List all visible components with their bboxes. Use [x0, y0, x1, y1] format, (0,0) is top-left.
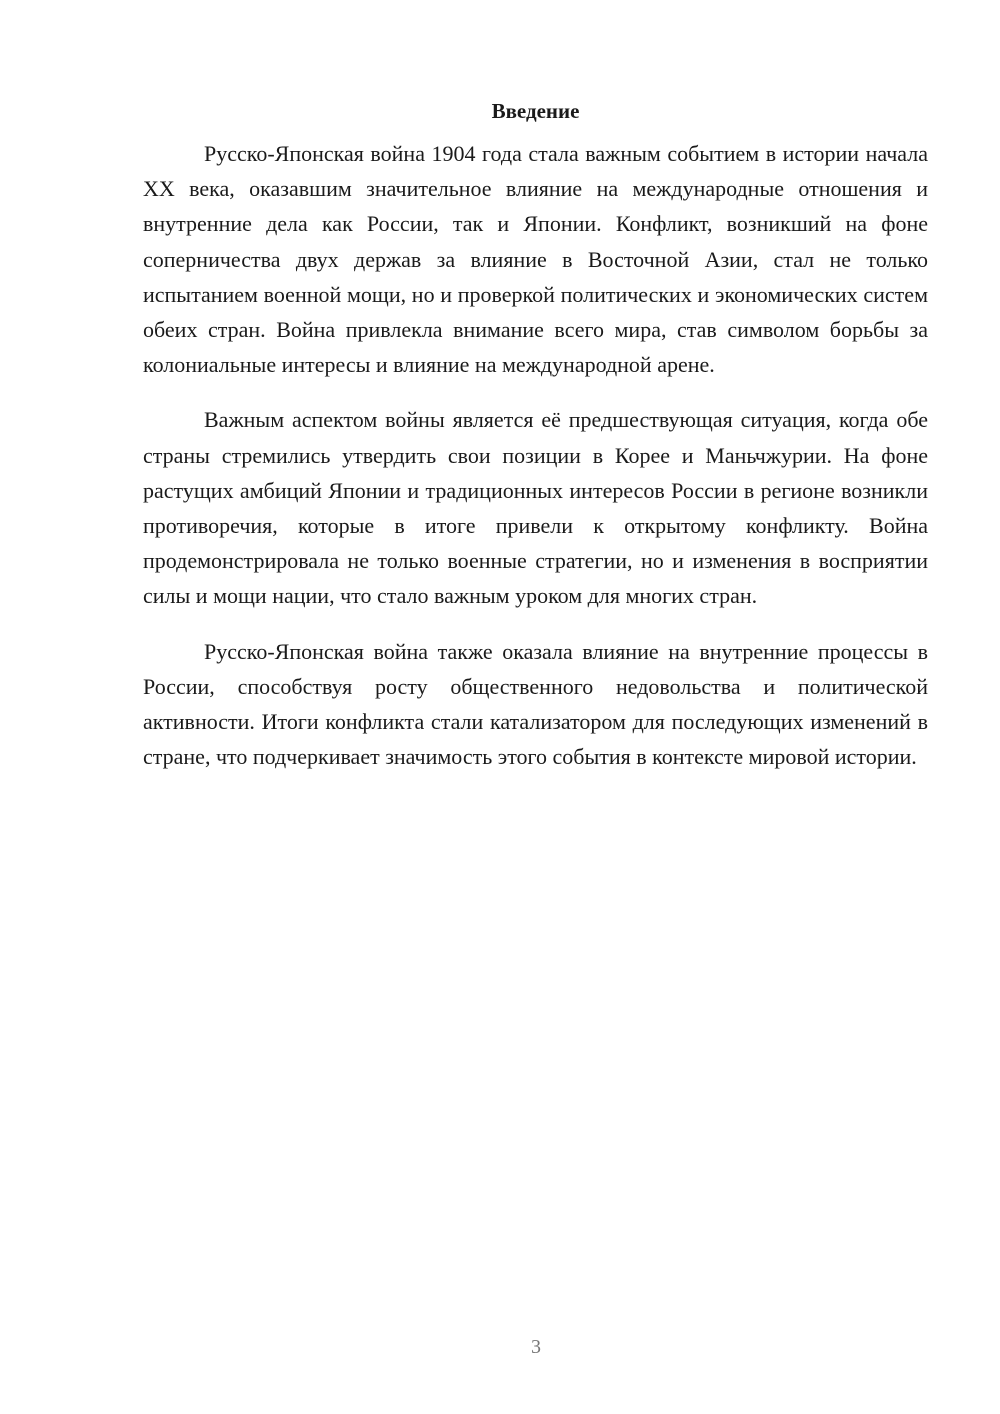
page-content — [143, 96, 928, 794]
paragraph-2: Важным аспектом войны является её предшествующая ситуация, когда обе страны стремились утвердить свои позиции в Корее и Маньчжурии. На фоне растущих амбиций Японии и традиционных интересов России в регионе возникли противоречия, которые в итоге привели к открытому конфликту. Война продемонстрировала не только военные стратегии, но и изменения в восприятии силы и мощи нации, что стало важным уроком для многих стран. — [143, 407, 928, 609]
paragraph-1: Русско-Японская война 1904 года стала важным событием в истории начала XX века, оказавшим значительное влияние на международные отношения и внутренние дела как России, так и Японии. Конфликт, возникший на фоне соперничества двух держав за влияние в Восточной Азии, стал не только испытанием военной мощи, но и проверкой политических и экономических систем обеих стран. Война привлекла внимание всего мира, став символом борьбы за колониальные интересы и влияние на международной арене. — [143, 141, 928, 378]
page-number: 3 — [531, 1336, 541, 1358]
section-heading: Введение — [491, 99, 580, 123]
paragraph-3: Русско-Японская война также оказала влияние на внутренние процессы в России, способствуя росту общественного недовольства и политической активности. Итоги конфликта стали катализатором для последующих изменений в стране, что подчеркивает значимость этого события в контексте мировой истории. — [143, 638, 928, 770]
